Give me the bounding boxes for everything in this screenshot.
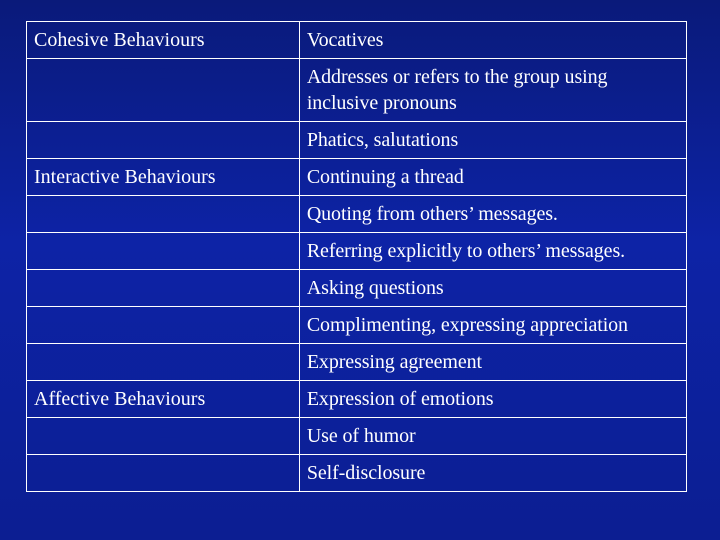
category-cell: Interactive Behaviours	[27, 159, 300, 196]
category-cell	[27, 455, 300, 492]
category-cell	[27, 122, 300, 159]
item-cell: Use of humor	[299, 418, 686, 455]
item-cell: Expression of emotions	[299, 381, 686, 418]
category-cell: Cohesive Behaviours	[27, 22, 300, 59]
table-row	[27, 270, 687, 307]
table-row	[27, 455, 687, 492]
item-cell: Quoting from others’ messages.	[299, 196, 686, 233]
item-cell: Continuing a thread	[299, 159, 686, 196]
behaviours-table	[26, 21, 687, 492]
category-cell	[27, 344, 300, 381]
item-cell: Asking questions	[299, 270, 686, 307]
item-cell: Complimenting, expressing appreciation	[299, 307, 686, 344]
item-cell: Referring explicitly to others’ messages.	[299, 233, 686, 270]
table-row	[27, 22, 687, 59]
item-cell: Phatics, salutations	[299, 122, 686, 159]
table-row	[27, 196, 687, 233]
category-cell	[27, 270, 300, 307]
table-row	[27, 159, 687, 196]
item-cell: Vocatives	[299, 22, 686, 59]
category-cell	[27, 196, 300, 233]
category-cell	[27, 307, 300, 344]
table-row	[27, 381, 687, 418]
table-row	[27, 59, 687, 122]
table-row	[27, 122, 687, 159]
table-row	[27, 344, 687, 381]
category-cell	[27, 59, 300, 122]
category-cell	[27, 418, 300, 455]
table-row	[27, 307, 687, 344]
table-row	[27, 418, 687, 455]
table-row	[27, 233, 687, 270]
item-cell: Self-disclosure	[299, 455, 686, 492]
item-cell: Addresses or refers to the group using inclusive pronouns	[299, 59, 686, 122]
category-cell	[27, 233, 300, 270]
item-cell: Expressing agreement	[299, 344, 686, 381]
category-cell: Affective Behaviours	[27, 381, 300, 418]
